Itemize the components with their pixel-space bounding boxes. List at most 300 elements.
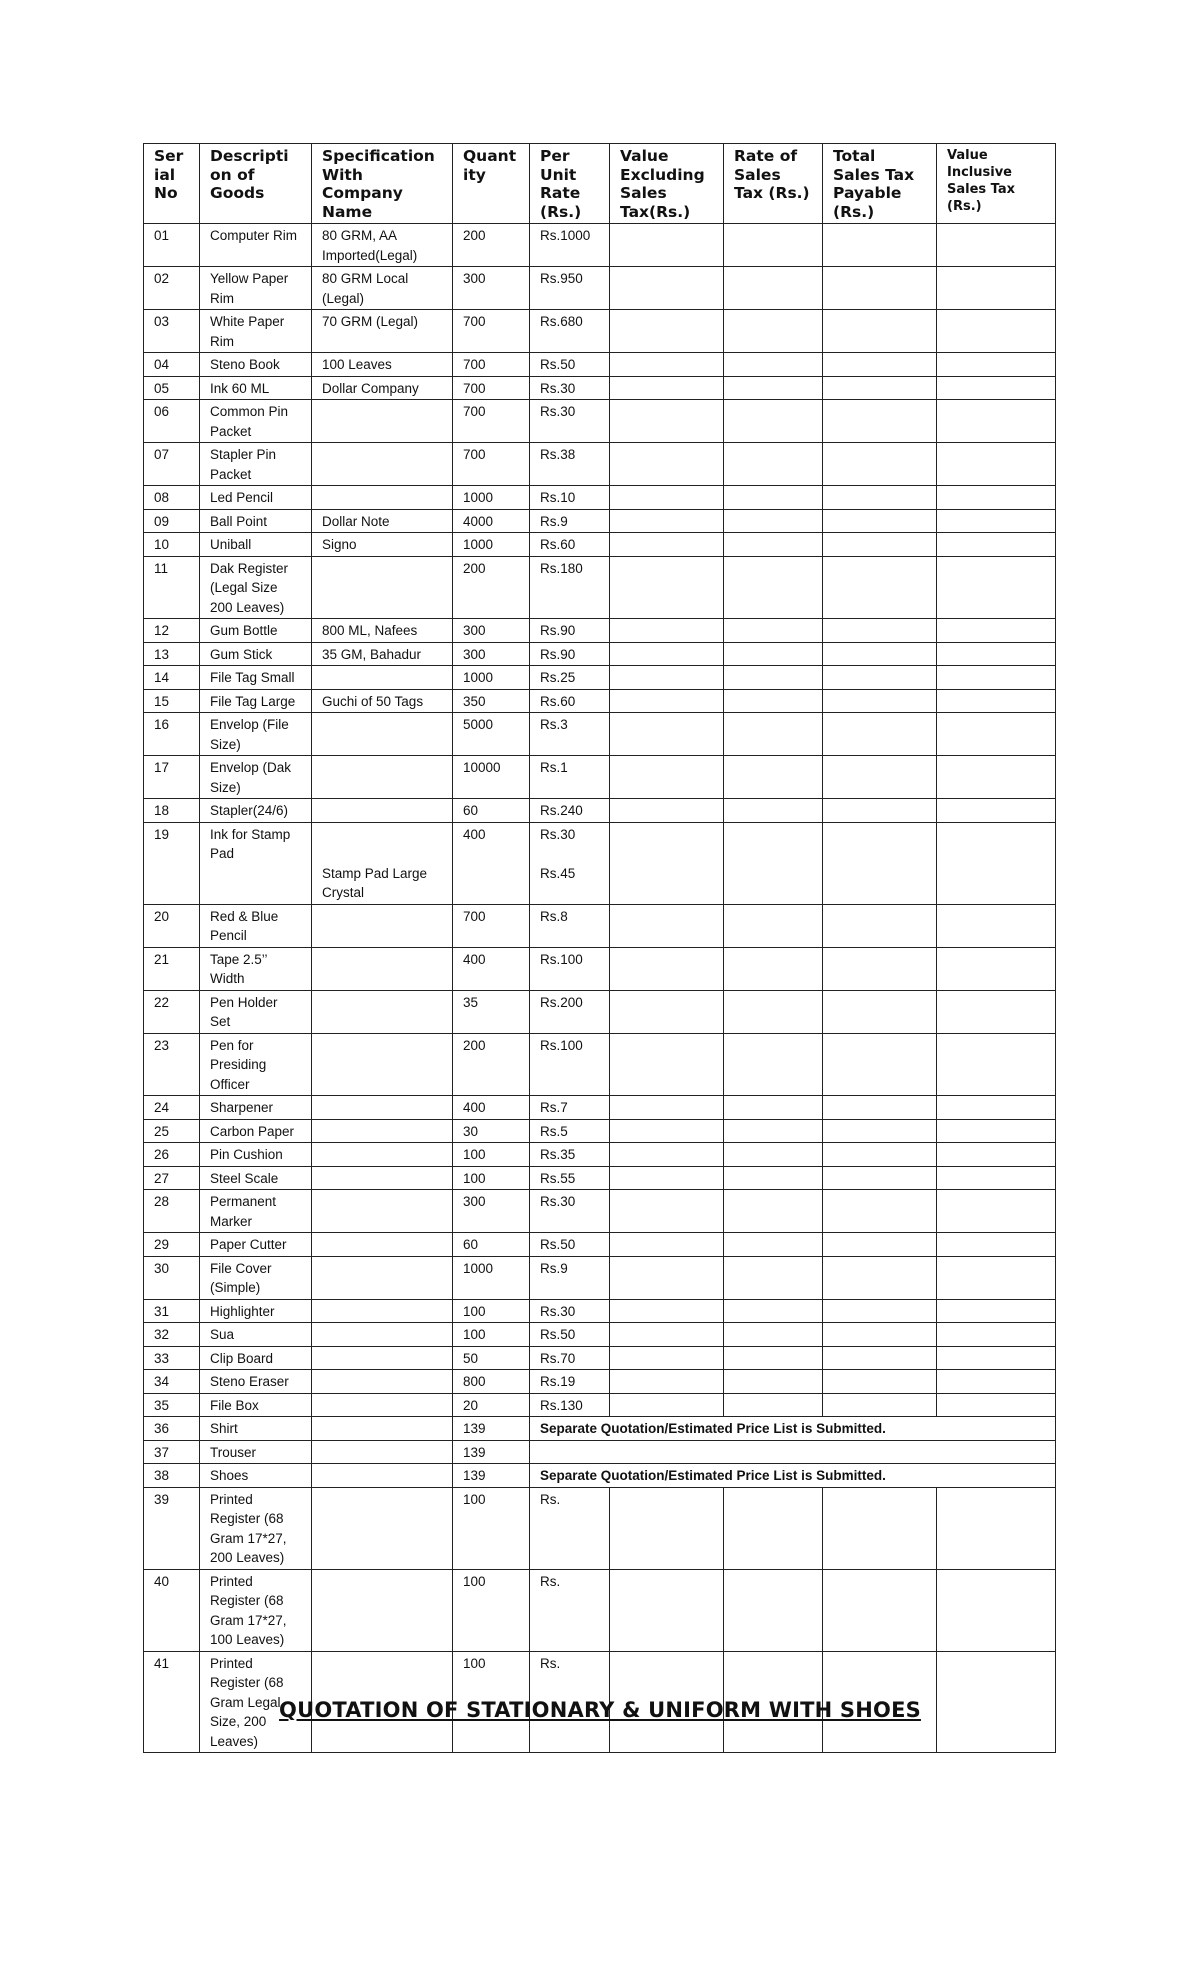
value-excl-tax-cell [610, 1233, 724, 1257]
table-row [144, 1119, 1056, 1143]
description-cell: Permanent Marker [200, 1190, 312, 1233]
description-cell: Ink for Stamp Pad [200, 822, 312, 904]
serial-cell: 07 [144, 443, 200, 486]
tax-rate-cell [724, 376, 823, 400]
header-value-incl-tax: Value Inclusive Sales Tax (Rs.) [937, 144, 1056, 224]
value-incl-tax-cell [937, 1346, 1056, 1370]
quantity-cell: 200 [453, 556, 530, 619]
value-incl-tax-cell [937, 1166, 1056, 1190]
description-cell: Led Pencil [200, 486, 312, 510]
header-total-tax: Total Sales Tax Payable (Rs.) [823, 144, 937, 224]
unit-rate-cell: Rs.9 [530, 509, 610, 533]
tax-rate-cell [724, 267, 823, 310]
value-incl-tax-cell [937, 443, 1056, 486]
tax-rate-cell [724, 353, 823, 377]
unit-rate-cell: Rs.35 [530, 1143, 610, 1167]
header-specification: Specification With Company Name [312, 144, 453, 224]
table-row [144, 1096, 1056, 1120]
unit-rate-cell: Rs.30 [530, 1190, 610, 1233]
header-quantity: Quant ity [453, 144, 530, 224]
serial-cell: 33 [144, 1346, 200, 1370]
tax-rate-cell [724, 1190, 823, 1233]
value-excl-tax-cell [610, 443, 724, 486]
unit-rate-cell: Rs.1 [530, 756, 610, 799]
unit-rate-cell: Rs.200 [530, 990, 610, 1033]
value-incl-tax-cell [937, 310, 1056, 353]
specification-cell: 800 ML, Nafees [312, 619, 453, 643]
header-value-excl-tax: Value Excluding Sales Tax(Rs.) [610, 144, 724, 224]
description-cell: File Box [200, 1393, 312, 1417]
description-cell: Computer Rim [200, 224, 312, 267]
tax-rate-cell [724, 666, 823, 690]
description-cell: Sua [200, 1323, 312, 1347]
total-tax-cell [823, 224, 937, 267]
unit-rate-value-2: Rs.45 [540, 865, 576, 881]
specification-cell: Signo [312, 533, 453, 557]
specification-cell [312, 904, 453, 947]
unit-rate-cell: Rs.30 [530, 400, 610, 443]
value-incl-tax-cell [937, 224, 1056, 267]
table-row [144, 1190, 1056, 1233]
value-excl-tax-cell [610, 353, 724, 377]
quantity-cell: 200 [453, 224, 530, 267]
header-unit-rate: Per Unit Rate (Rs.) [530, 144, 610, 224]
value-excl-tax-cell [610, 990, 724, 1033]
description-cell: Dak Register (Legal Size 200 Leaves) [200, 556, 312, 619]
table-row [144, 1417, 1056, 1441]
quantity-cell: 300 [453, 642, 530, 666]
total-tax-cell [823, 990, 937, 1033]
unit-rate-cell: Rs.90 [530, 619, 610, 643]
value-excl-tax-cell [610, 376, 724, 400]
value-excl-tax-cell [610, 1323, 724, 1347]
total-tax-cell [823, 486, 937, 510]
unit-rate-cell: Rs.19 [530, 1370, 610, 1394]
header-description: Descripti on of Goods [200, 144, 312, 224]
value-incl-tax-cell [937, 376, 1056, 400]
total-tax-cell [823, 1143, 937, 1167]
table-row [144, 1393, 1056, 1417]
serial-cell: 41 [144, 1651, 200, 1753]
total-tax-cell [823, 1256, 937, 1299]
quantity-cell: 200 [453, 1033, 530, 1096]
specification-cell [312, 1143, 453, 1167]
tax-rate-cell [724, 1323, 823, 1347]
quantity-cell: 700 [453, 400, 530, 443]
table-row [144, 689, 1056, 713]
table-row [144, 756, 1056, 799]
tax-rate-cell [724, 619, 823, 643]
tax-rate-cell [724, 1166, 823, 1190]
value-incl-tax-cell [937, 642, 1056, 666]
value-excl-tax-cell [610, 1166, 724, 1190]
tax-rate-cell [724, 642, 823, 666]
quantity-cell: 700 [453, 353, 530, 377]
total-tax-cell [823, 689, 937, 713]
quantity-cell: 30 [453, 1119, 530, 1143]
description-cell: Shirt [200, 1417, 312, 1441]
description-cell: Sharpener [200, 1096, 312, 1120]
total-tax-cell [823, 1487, 937, 1569]
table-row [144, 1233, 1056, 1257]
value-incl-tax-cell [937, 1033, 1056, 1096]
specification-cell: 35 GM, Bahadur [312, 642, 453, 666]
document-title: QUOTATION OF STATIONARY & UNIFORM WITH SHOES [279, 1698, 921, 1722]
table-row [144, 1464, 1056, 1488]
description-cell: Gum Bottle [200, 619, 312, 643]
description-cell: Steno Eraser [200, 1370, 312, 1394]
table-row [144, 486, 1056, 510]
unit-rate-cell: Rs.50 [530, 1323, 610, 1347]
specification-cell [312, 1464, 453, 1488]
value-excl-tax-cell [610, 509, 724, 533]
description-cell: Envelop (Dak Size) [200, 756, 312, 799]
total-tax-cell [823, 799, 937, 823]
value-excl-tax-cell [610, 642, 724, 666]
serial-cell: 19 [144, 822, 200, 904]
serial-cell: 08 [144, 486, 200, 510]
total-tax-cell [823, 443, 937, 486]
value-excl-tax-cell [610, 947, 724, 990]
description-cell: Stapler Pin Packet [200, 443, 312, 486]
specification-cell [312, 1370, 453, 1394]
unit-rate-cell: Rs.55 [530, 1166, 610, 1190]
serial-cell: 02 [144, 267, 200, 310]
tax-rate-cell [724, 947, 823, 990]
table-row [144, 224, 1056, 267]
serial-cell: 15 [144, 689, 200, 713]
specification-cell [312, 556, 453, 619]
tax-rate-cell [724, 689, 823, 713]
description-cell: Paper Cutter [200, 1233, 312, 1257]
description-cell: Shoes [200, 1464, 312, 1488]
value-excl-tax-cell [610, 1096, 724, 1120]
value-excl-tax-cell [610, 486, 724, 510]
tax-rate-cell [724, 1233, 823, 1257]
table-header-row [144, 144, 1056, 224]
description-cell: Red & Blue Pencil [200, 904, 312, 947]
tax-rate-cell [724, 756, 823, 799]
table-row [144, 666, 1056, 690]
value-excl-tax-cell [610, 713, 724, 756]
unit-rate-value: Rs.30 [540, 826, 576, 842]
total-tax-cell [823, 1190, 937, 1233]
value-excl-tax-cell [610, 1299, 724, 1323]
serial-cell: 32 [144, 1323, 200, 1347]
unit-rate-cell: Rs.90 [530, 642, 610, 666]
value-incl-tax-cell [937, 1190, 1056, 1233]
total-tax-cell [823, 556, 937, 619]
serial-cell: 24 [144, 1096, 200, 1120]
tax-rate-cell [724, 224, 823, 267]
serial-cell: 21 [144, 947, 200, 990]
unit-rate-cell: Rs.60 [530, 689, 610, 713]
description-cell: File Tag Small [200, 666, 312, 690]
serial-cell: 31 [144, 1299, 200, 1323]
value-excl-tax-cell [610, 666, 724, 690]
specification-cell [312, 799, 453, 823]
unit-rate-cell: Rs.3 [530, 713, 610, 756]
specification-cell [312, 990, 453, 1033]
value-incl-tax-cell [937, 1233, 1056, 1257]
specification-cell [312, 756, 453, 799]
value-excl-tax-cell [610, 1346, 724, 1370]
description-cell: White Paper Rim [200, 310, 312, 353]
quantity-cell: 100 [453, 1487, 530, 1569]
serial-cell: 38 [144, 1464, 200, 1488]
value-excl-tax-cell [610, 799, 724, 823]
quantity-cell: 20 [453, 1393, 530, 1417]
value-incl-tax-cell [937, 990, 1056, 1033]
description-cell: Pin Cushion [200, 1143, 312, 1167]
value-excl-tax-cell [610, 1190, 724, 1233]
quantity-cell: 700 [453, 443, 530, 486]
specification-cell: 100 Leaves [312, 353, 453, 377]
table-row [144, 400, 1056, 443]
total-tax-cell [823, 1569, 937, 1651]
specification-cell [312, 1487, 453, 1569]
header-tax-rate: Rate of Sales Tax (Rs.) [724, 144, 823, 224]
total-tax-cell [823, 310, 937, 353]
quantity-cell: 50 [453, 1346, 530, 1370]
tax-rate-cell [724, 509, 823, 533]
value-incl-tax-cell [937, 1323, 1056, 1347]
value-incl-tax-cell [937, 904, 1056, 947]
description-cell: Common Pin Packet [200, 400, 312, 443]
table-row [144, 799, 1056, 823]
value-excl-tax-cell [610, 1256, 724, 1299]
tax-rate-cell [724, 1487, 823, 1569]
description-cell: Uniball [200, 533, 312, 557]
quantity-cell: 1000 [453, 666, 530, 690]
value-incl-tax-cell [937, 689, 1056, 713]
description-cell: Tape 2.5’’ Width [200, 947, 312, 990]
tax-rate-cell [724, 1256, 823, 1299]
serial-cell: 39 [144, 1487, 200, 1569]
total-tax-cell [823, 1370, 937, 1394]
description-cell: Pen Holder Set [200, 990, 312, 1033]
value-incl-tax-cell [937, 666, 1056, 690]
serial-cell: 22 [144, 990, 200, 1033]
specification-cell [312, 1096, 453, 1120]
unit-rate-cell: Rs.5 [530, 1119, 610, 1143]
tax-rate-cell [724, 1370, 823, 1394]
serial-cell: 11 [144, 556, 200, 619]
table-row [144, 443, 1056, 486]
specification-cell [312, 1299, 453, 1323]
table-row [144, 1166, 1056, 1190]
unit-rate-cell: Rs.7 [530, 1096, 610, 1120]
unit-rate-cell: Rs.680 [530, 310, 610, 353]
value-excl-tax-cell [610, 756, 724, 799]
unit-rate-cell [530, 822, 610, 904]
specification-cell: Dollar Company [312, 376, 453, 400]
note-cell: Separate Quotation/Estimated Price List is Submitted. [530, 1464, 1056, 1488]
table-row [144, 353, 1056, 377]
tax-rate-cell [724, 799, 823, 823]
description-cell: Carbon Paper [200, 1119, 312, 1143]
specification-cell: 80 GRM Local (Legal) [312, 267, 453, 310]
value-excl-tax-cell [610, 267, 724, 310]
tax-rate-cell [724, 713, 823, 756]
tax-rate-cell [724, 1393, 823, 1417]
specification-cell [312, 713, 453, 756]
table-row [144, 642, 1056, 666]
serial-cell: 04 [144, 353, 200, 377]
quantity-cell: 60 [453, 1233, 530, 1257]
specification-cell [312, 1417, 453, 1441]
serial-cell: 25 [144, 1119, 200, 1143]
quantity-cell: 100 [453, 1166, 530, 1190]
value-incl-tax-cell [937, 353, 1056, 377]
value-excl-tax-cell [610, 533, 724, 557]
value-incl-tax-cell [937, 1119, 1056, 1143]
quantity-cell: 100 [453, 1569, 530, 1651]
tax-rate-cell [724, 1299, 823, 1323]
specification-cell [312, 1393, 453, 1417]
description-cell: Highlighter [200, 1299, 312, 1323]
value-excl-tax-cell [610, 224, 724, 267]
quantity-cell: 700 [453, 310, 530, 353]
serial-cell: 37 [144, 1440, 200, 1464]
description-cell: Printed Register (68 Gram 17*27, 100 Leaves) [200, 1569, 312, 1651]
total-tax-cell [823, 1346, 937, 1370]
table-row [144, 990, 1056, 1033]
value-excl-tax-cell [610, 400, 724, 443]
total-tax-cell [823, 713, 937, 756]
tax-rate-cell [724, 990, 823, 1033]
quantity-cell: 400 [453, 1096, 530, 1120]
unit-rate-cell: Rs.10 [530, 486, 610, 510]
value-incl-tax-cell [937, 400, 1056, 443]
quantity-cell: 300 [453, 267, 530, 310]
table-row [144, 1440, 1056, 1464]
unit-rate-cell: Rs.9 [530, 1256, 610, 1299]
total-tax-cell [823, 1323, 937, 1347]
value-incl-tax-cell [937, 486, 1056, 510]
value-incl-tax-cell [937, 756, 1056, 799]
table-row [144, 822, 1056, 904]
value-incl-tax-cell [937, 1393, 1056, 1417]
tax-rate-cell [724, 1569, 823, 1651]
quantity-cell: 400 [453, 947, 530, 990]
value-incl-tax-cell [937, 1370, 1056, 1394]
specification-cell: Guchi of 50 Tags [312, 689, 453, 713]
specification-cell: Dollar Note [312, 509, 453, 533]
quantity-cell: 4000 [453, 509, 530, 533]
quantity-cell: 700 [453, 904, 530, 947]
description-cell: Pen for Presiding Officer [200, 1033, 312, 1096]
serial-cell: 23 [144, 1033, 200, 1096]
tax-rate-cell [724, 822, 823, 904]
description-cell: Envelop (File Size) [200, 713, 312, 756]
serial-cell: 01 [144, 224, 200, 267]
total-tax-cell [823, 1233, 937, 1257]
total-tax-cell [823, 353, 937, 377]
total-tax-cell [823, 1119, 937, 1143]
total-tax-cell [823, 1393, 937, 1417]
table-row [144, 1033, 1056, 1096]
table-row [144, 1143, 1056, 1167]
value-incl-tax-cell [937, 556, 1056, 619]
tax-rate-cell [724, 1119, 823, 1143]
description-cell: Ink 60 ML [200, 376, 312, 400]
value-excl-tax-cell [610, 1393, 724, 1417]
specification-cell [312, 1190, 453, 1233]
value-excl-tax-cell [610, 1033, 724, 1096]
unit-rate-cell: Rs. [530, 1569, 610, 1651]
unit-rate-cell: Rs.100 [530, 947, 610, 990]
table-row [144, 1346, 1056, 1370]
table-row [144, 1569, 1056, 1651]
description-cell: Stapler(24/6) [200, 799, 312, 823]
value-excl-tax-cell [610, 822, 724, 904]
serial-cell: 34 [144, 1370, 200, 1394]
total-tax-cell [823, 666, 937, 690]
tax-rate-cell [724, 533, 823, 557]
value-incl-tax-cell [937, 1256, 1056, 1299]
quantity-cell: 1000 [453, 1256, 530, 1299]
value-excl-tax-cell [610, 689, 724, 713]
description-cell: Clip Board [200, 1346, 312, 1370]
quotation-table [143, 143, 1056, 1753]
tax-rate-cell [724, 556, 823, 619]
serial-cell: 09 [144, 509, 200, 533]
value-incl-tax-cell [937, 799, 1056, 823]
quantity-cell: 800 [453, 1370, 530, 1394]
quantity-cell: 400 [453, 822, 530, 904]
quantity-cell: 350 [453, 689, 530, 713]
total-tax-cell [823, 822, 937, 904]
value-incl-tax-cell [937, 1299, 1056, 1323]
value-incl-tax-cell [937, 713, 1056, 756]
serial-cell: 30 [144, 1256, 200, 1299]
unit-rate-cell: Rs.1000 [530, 224, 610, 267]
table-row [144, 509, 1056, 533]
total-tax-cell [823, 1033, 937, 1096]
specification-cell [312, 666, 453, 690]
quantity-cell: 100 [453, 1651, 530, 1753]
specification-cell [312, 822, 453, 904]
serial-cell: 20 [144, 904, 200, 947]
table-row [144, 376, 1056, 400]
description-cell: Yellow Paper Rim [200, 267, 312, 310]
serial-cell: 12 [144, 619, 200, 643]
unit-rate-cell: Rs.25 [530, 666, 610, 690]
specification-cell [312, 1119, 453, 1143]
quantity-cell: 1000 [453, 486, 530, 510]
value-incl-tax-cell [937, 822, 1056, 904]
table-row [144, 1487, 1056, 1569]
specification-cell [312, 947, 453, 990]
tax-rate-cell [724, 1346, 823, 1370]
specification-cell [312, 1166, 453, 1190]
value-incl-tax-cell [937, 1487, 1056, 1569]
quantity-cell: 100 [453, 1323, 530, 1347]
total-tax-cell [823, 1096, 937, 1120]
total-tax-cell [823, 1166, 937, 1190]
quantity-cell: 139 [453, 1417, 530, 1441]
serial-cell: 10 [144, 533, 200, 557]
quantity-cell: 300 [453, 619, 530, 643]
unit-rate-cell: Rs.130 [530, 1393, 610, 1417]
tax-rate-cell [724, 1033, 823, 1096]
quantity-cell: 5000 [453, 713, 530, 756]
description-cell: Printed Register (68 Gram 17*27, 200 Leaves) [200, 1487, 312, 1569]
serial-cell: 36 [144, 1417, 200, 1441]
serial-cell: 29 [144, 1233, 200, 1257]
description-cell: Trouser [200, 1440, 312, 1464]
